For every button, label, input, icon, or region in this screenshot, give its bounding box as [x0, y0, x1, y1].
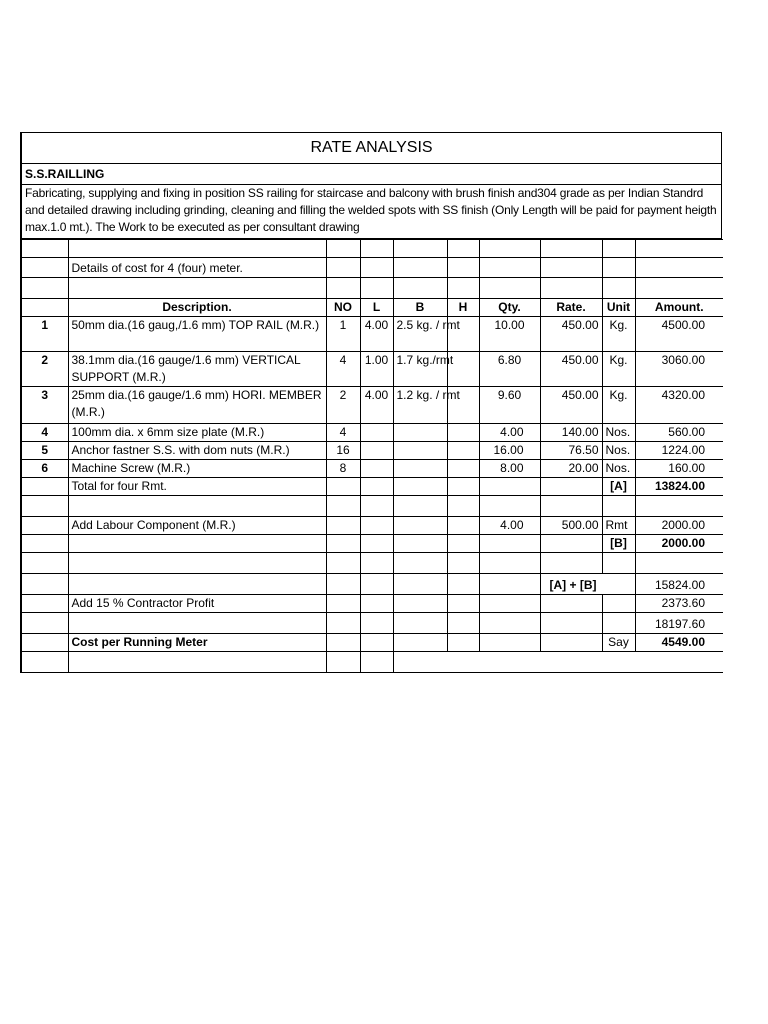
cell	[393, 634, 447, 652]
cell	[393, 613, 447, 634]
cell	[447, 478, 479, 496]
labour-unit: Rmt	[602, 517, 635, 535]
cell	[393, 553, 447, 574]
sum-amount: 15824.00	[635, 574, 723, 595]
col-no: NO	[326, 299, 360, 317]
cell	[635, 496, 723, 517]
table-row	[21, 317, 723, 352]
cell	[447, 634, 479, 652]
cell	[21, 478, 68, 496]
blank-row	[21, 240, 723, 258]
item-no: 8	[326, 460, 360, 478]
item-sn: 1	[21, 317, 68, 352]
item-unit: Nos.	[602, 460, 635, 478]
cell	[393, 652, 723, 673]
cell	[393, 240, 447, 258]
cell	[21, 258, 68, 278]
item-qty: 16.00	[479, 442, 540, 460]
cell	[360, 595, 393, 613]
cell	[447, 517, 479, 535]
cell	[602, 240, 635, 258]
item-l: 4.00	[360, 387, 393, 424]
cell	[393, 278, 447, 299]
col-description: Description.	[68, 299, 326, 317]
item-h	[447, 424, 479, 442]
item-no: 16	[326, 442, 360, 460]
profit-row	[21, 595, 723, 613]
col-rate: Rate.	[540, 299, 602, 317]
column-header-row	[21, 299, 723, 317]
labour-total-tag: [B]	[602, 535, 635, 553]
cell	[479, 553, 540, 574]
item-qty: 8.00	[479, 460, 540, 478]
cell	[602, 553, 635, 574]
item-l: 4.00	[360, 317, 393, 352]
cell	[635, 240, 723, 258]
cell	[479, 613, 540, 634]
table-row	[21, 387, 723, 424]
col-qty: Qty.	[479, 299, 540, 317]
item-sn: 6	[21, 460, 68, 478]
item-h	[447, 442, 479, 460]
item-h	[447, 460, 479, 478]
grand-amount: 18197.60	[635, 613, 723, 634]
item-qty: 6.80	[479, 352, 540, 387]
cell	[326, 240, 360, 258]
cell	[393, 595, 447, 613]
cell	[21, 595, 68, 613]
cell	[21, 634, 68, 652]
item-b	[393, 460, 447, 478]
col-b: B	[393, 299, 447, 317]
cell	[479, 278, 540, 299]
cell	[326, 553, 360, 574]
table-row	[21, 352, 723, 387]
item-b: 2.5 kg. / rmt	[393, 317, 447, 352]
profit-amount: 2373.60	[635, 595, 723, 613]
table-row	[21, 442, 723, 460]
cell	[602, 613, 635, 634]
cell	[68, 496, 326, 517]
item-no: 4	[326, 424, 360, 442]
cell	[326, 613, 360, 634]
cell	[21, 535, 68, 553]
cell	[540, 278, 602, 299]
item-description: 25mm dia.(16 gauge/1.6 mm) HORI. MEMBER (M.R.)	[68, 387, 326, 424]
cell	[635, 278, 723, 299]
item-b	[393, 424, 447, 442]
blank-row	[21, 496, 723, 517]
labour-rate: 500.00	[540, 517, 602, 535]
cell	[68, 240, 326, 258]
cell	[360, 278, 393, 299]
labour-row	[21, 517, 723, 535]
cell	[68, 613, 326, 634]
cell	[540, 634, 602, 652]
labour-label: Add Labour Component (M.R.)	[68, 517, 326, 535]
cell	[21, 574, 68, 595]
item-unit: Nos.	[602, 442, 635, 460]
cell	[68, 535, 326, 553]
item-l	[360, 460, 393, 478]
item-qty: 9.60	[479, 387, 540, 424]
cell	[540, 478, 602, 496]
item-description: Machine Screw (M.R.)	[68, 460, 326, 478]
cell	[326, 278, 360, 299]
cell	[68, 652, 326, 673]
per-meter-unit: Say	[602, 634, 635, 652]
cell	[21, 496, 68, 517]
item-no: 1	[326, 317, 360, 352]
cell	[479, 595, 540, 613]
cell	[326, 634, 360, 652]
cell	[326, 595, 360, 613]
cell	[21, 517, 68, 535]
cell	[540, 258, 602, 278]
cell	[360, 496, 393, 517]
item-unit: Kg.	[602, 352, 635, 387]
cell	[360, 478, 393, 496]
cell	[360, 535, 393, 553]
cell	[360, 613, 393, 634]
details-row	[21, 258, 723, 278]
cell	[447, 553, 479, 574]
cell	[360, 258, 393, 278]
labour-amount: 2000.00	[635, 517, 723, 535]
cell	[479, 574, 540, 595]
cell	[393, 496, 447, 517]
cell	[479, 535, 540, 553]
cell	[68, 553, 326, 574]
item-l: 1.00	[360, 352, 393, 387]
item-rate: 450.00	[540, 352, 602, 387]
rate-analysis-sheet	[20, 132, 722, 673]
item-b: 1.2 kg. / rmt	[393, 387, 447, 424]
cell	[326, 258, 360, 278]
item-no: 4	[326, 352, 360, 387]
cell	[360, 652, 393, 673]
blank-row	[21, 278, 723, 299]
item-description: 100mm dia. x 6mm size plate (M.R.)	[68, 424, 326, 442]
sum-row	[21, 574, 723, 595]
sheet-title: RATE ANALYSIS	[20, 132, 722, 164]
cell	[393, 535, 447, 553]
item-unit: Kg.	[602, 387, 635, 424]
cell	[393, 517, 447, 535]
item-qty: 10.00	[479, 317, 540, 352]
col-l: L	[360, 299, 393, 317]
item-amount: 4500.00	[635, 317, 723, 352]
cost-table	[20, 239, 723, 673]
item-rate: 140.00	[540, 424, 602, 442]
cell	[21, 553, 68, 574]
cell	[447, 613, 479, 634]
per-meter-row	[21, 634, 723, 652]
item-amount: 4320.00	[635, 387, 723, 424]
cell	[393, 478, 447, 496]
cell	[326, 496, 360, 517]
cell	[326, 478, 360, 496]
cell	[479, 496, 540, 517]
cell	[540, 553, 602, 574]
item-sn: 5	[21, 442, 68, 460]
cell	[635, 553, 723, 574]
cell	[326, 652, 360, 673]
cell	[447, 278, 479, 299]
cell	[479, 478, 540, 496]
cell	[447, 258, 479, 278]
total-label: Total for four Rmt.	[68, 478, 326, 496]
cell	[447, 535, 479, 553]
item-description: 50mm dia.(16 gaug,/1.6 mm) TOP RAIL (M.R.)	[68, 317, 326, 352]
subtotal-row	[21, 478, 723, 496]
cell	[447, 574, 479, 595]
item-qty: 4.00	[479, 424, 540, 442]
item-amount: 160.00	[635, 460, 723, 478]
item-l	[360, 442, 393, 460]
cell	[360, 240, 393, 258]
cell	[68, 574, 326, 595]
item-rate: 450.00	[540, 317, 602, 352]
item-unit: Kg.	[602, 317, 635, 352]
item-sn: 2	[21, 352, 68, 387]
cell	[540, 496, 602, 517]
item-unit: Nos.	[602, 424, 635, 442]
cell	[393, 574, 447, 595]
col-amount: Amount.	[635, 299, 723, 317]
cell	[21, 613, 68, 634]
col-h: H	[447, 299, 479, 317]
per-meter-label: Cost per Running Meter	[68, 634, 326, 652]
details-note: Details of cost for 4 (four) meter.	[68, 258, 326, 278]
item-amount: 560.00	[635, 424, 723, 442]
cell	[479, 634, 540, 652]
blank-row	[21, 652, 723, 673]
item-amount: 1224.00	[635, 442, 723, 460]
item-rate: 76.50	[540, 442, 602, 460]
table-row	[21, 424, 723, 442]
cell	[68, 278, 326, 299]
cell	[21, 240, 68, 258]
cell	[447, 496, 479, 517]
cell	[360, 634, 393, 652]
per-meter-amount: 4549.00	[635, 634, 723, 652]
cell	[540, 595, 602, 613]
cell	[360, 517, 393, 535]
cell	[602, 258, 635, 278]
cell	[21, 278, 68, 299]
cell	[540, 613, 602, 634]
cell	[540, 240, 602, 258]
blank-row	[21, 553, 723, 574]
grand-row	[21, 613, 723, 634]
item-description: 38.1mm dia.(16 gauge/1.6 mm) VERTICAL SUPPORT (M.R.)	[68, 352, 326, 387]
cell	[602, 278, 635, 299]
item-b: 1.7 kg./rmt	[393, 352, 447, 387]
total-tag: [A]	[602, 478, 635, 496]
profit-label: Add 15 % Contractor Profit	[68, 595, 326, 613]
item-no: 2	[326, 387, 360, 424]
cell	[447, 240, 479, 258]
item-amount: 3060.00	[635, 352, 723, 387]
item-heading: S.S.RAILLING	[20, 164, 722, 185]
item-rate: 450.00	[540, 387, 602, 424]
cell	[21, 652, 68, 673]
cell	[360, 574, 393, 595]
item-sn: 4	[21, 424, 68, 442]
subtotal-row	[21, 535, 723, 553]
col-unit: Unit	[602, 299, 635, 317]
labour-qty: 4.00	[479, 517, 540, 535]
total-amount: 13824.00	[635, 478, 723, 496]
item-rate: 20.00	[540, 460, 602, 478]
cell	[540, 535, 602, 553]
item-sn: 3	[21, 387, 68, 424]
item-specification: Fabricating, supplying and fixing in position SS railing for staircase and balcony with brush finish and304 grade as per Indian Standrd and detailed drawing including grinding, cleaning and filling the welded spots with SS finish (Only Length will be paid for payment heigth max.1.0 mt.). The Work to be executed as per consultant drawing	[20, 185, 722, 239]
cell	[479, 240, 540, 258]
cell	[326, 574, 360, 595]
cell	[635, 258, 723, 278]
cell	[326, 535, 360, 553]
cell	[393, 258, 447, 278]
item-l	[360, 424, 393, 442]
item-description: Anchor fastner S.S. with dom nuts (M.R.)	[68, 442, 326, 460]
item-b	[393, 442, 447, 460]
cell	[360, 553, 393, 574]
cell	[326, 517, 360, 535]
cell	[479, 258, 540, 278]
cell	[602, 595, 635, 613]
labour-total-amount: 2000.00	[635, 535, 723, 553]
cell	[21, 299, 68, 317]
cell	[447, 595, 479, 613]
cell	[602, 496, 635, 517]
table-row	[21, 460, 723, 478]
sum-tag: [A] + [B]	[540, 574, 635, 595]
